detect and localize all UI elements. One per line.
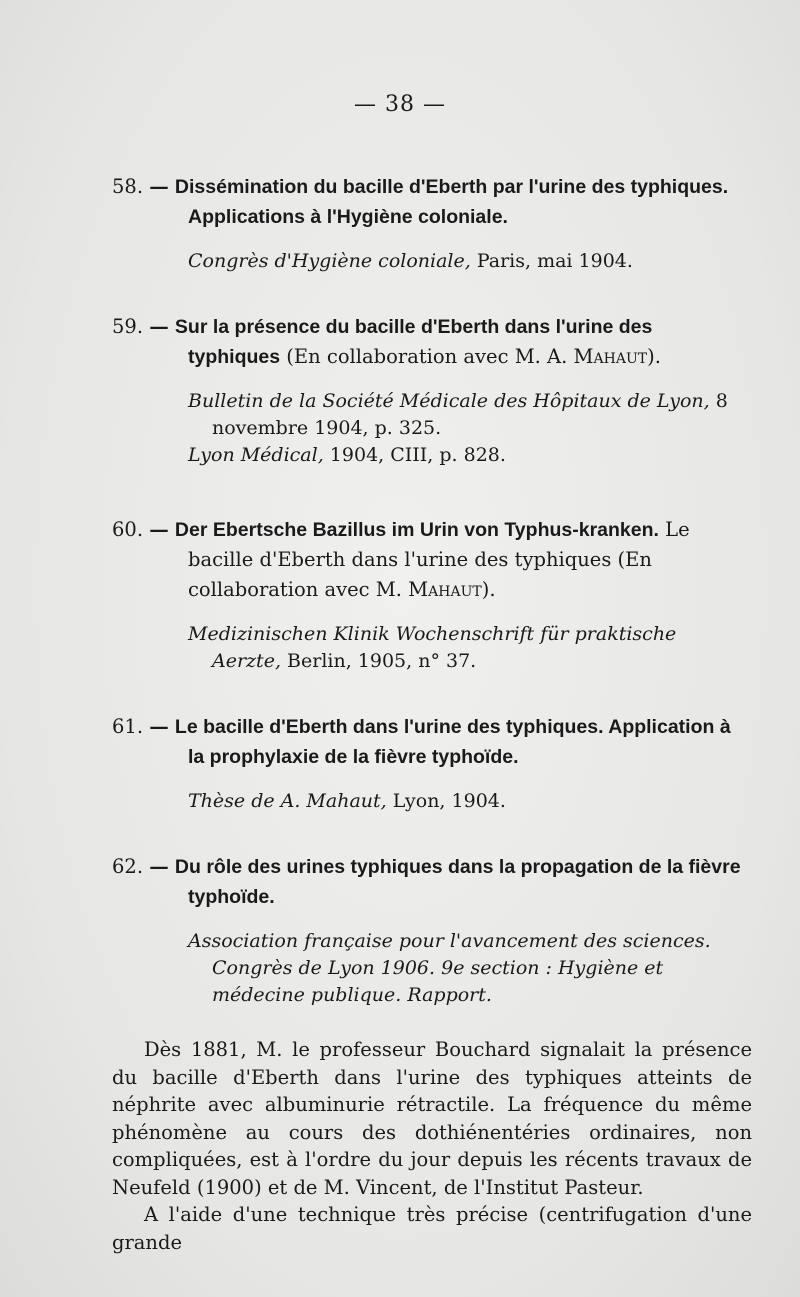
bibliography-entry-59 (112, 312, 748, 469)
entry-publication (112, 928, 748, 1009)
entry-dash: — (149, 518, 169, 541)
publication-details: 1904, CIII, p. 828. (323, 444, 506, 466)
paragraph: Dès 1881, M. le professeur Bouchard signalait la présence du bacille d'Eberth dans l'urine des typhiques atteints de néphrite avec albuminurie rétractile. La fréquence du même phénomène au cours des dothiénentéries ordinaires, non compliquées, est à l'ordre du jour depuis les récents travaux de Neufeld (1900) et de M. Vincent, de l'Institut Pasteur. (112, 1038, 752, 1199)
entry-dash: — (149, 715, 169, 738)
entry-title: Le bacille d'Eberth dans l'urine des typhiques. Application à la prophylaxie de la fièvre typhoïde. (174, 716, 731, 768)
publication-source: Medizinischen Klinik Wochenschrift für praktische Aerzte, (188, 623, 677, 672)
entry-heading (112, 712, 748, 772)
entry-heading (112, 172, 748, 232)
bibliography-entry-60 (112, 515, 748, 675)
publication-source: Lyon Médical, (188, 444, 324, 466)
coauthor-name: Mahaut (408, 578, 482, 601)
entry-dash: — (149, 855, 169, 878)
publication-source: Association française pour l'avancement des sciences. Congrès de Lyon 1906. 9e section : Hygiène et médecine publique. Rapport. (188, 930, 711, 1006)
publication-source: Congrès d'Hygiène coloniale, (188, 250, 471, 272)
body-text (112, 1036, 752, 1256)
entry-collaboration: Le bacille d'Eberth dans l'urine des typhiques (En collaboration avec M. Mahaut). (188, 518, 690, 601)
coauthor-name: Mahaut (573, 345, 648, 368)
bibliography-entry-58 (112, 172, 748, 275)
entry-dash: — (149, 315, 169, 338)
publication-source: Thèse de A. Mahaut, (188, 790, 387, 812)
page-number: — 38 — (354, 92, 446, 117)
publication-source: Bulletin de la Société Médicale des Hôpitaux de Lyon, (188, 390, 710, 412)
publication-details: Paris, mai 1904. (470, 250, 633, 272)
entry-title: Sur la présence du bacille d'Eberth dans l'urine des typhiques (174, 316, 653, 368)
entry-heading (112, 852, 748, 912)
publication-details: 8 novembre 1904, p. 325. (212, 390, 728, 439)
entry-number: 60. (112, 518, 144, 541)
entry-number: 58. (112, 175, 144, 198)
entry-publication (112, 248, 748, 275)
entry-publication (112, 621, 748, 675)
entry-title: Der Ebertsche Bazillus im Urin von Typhus-kranken. (174, 519, 659, 541)
bibliography-entry-62 (112, 852, 748, 1009)
entry-number: 61. (112, 715, 144, 738)
bibliography-entry-61 (112, 712, 748, 815)
entry-publication (112, 388, 748, 469)
entry-number: 59. (112, 315, 144, 338)
entry-dash: — (149, 175, 169, 198)
entry-title: Du rôle des urines typhiques dans la propagation de la fièvre typhoïde. (174, 856, 741, 908)
entry-title: Dissémination du bacille d'Eberth par l'urine des typhiques. Applications à l'Hygiène coloniale. (174, 176, 729, 228)
publication-details: Lyon, 1904. (386, 790, 506, 812)
entry-collaboration: (En collaboration avec M. A. Mahaut). (280, 345, 661, 368)
entry-heading (112, 515, 748, 605)
entry-publication (112, 788, 748, 815)
entry-heading (112, 312, 748, 372)
paragraph: A l'aide d'une technique très précise (centrifugation d'une grande (112, 1203, 752, 1254)
entry-number: 62. (112, 855, 144, 878)
publication-details: Berlin, 1905, n° 37. (280, 650, 477, 672)
